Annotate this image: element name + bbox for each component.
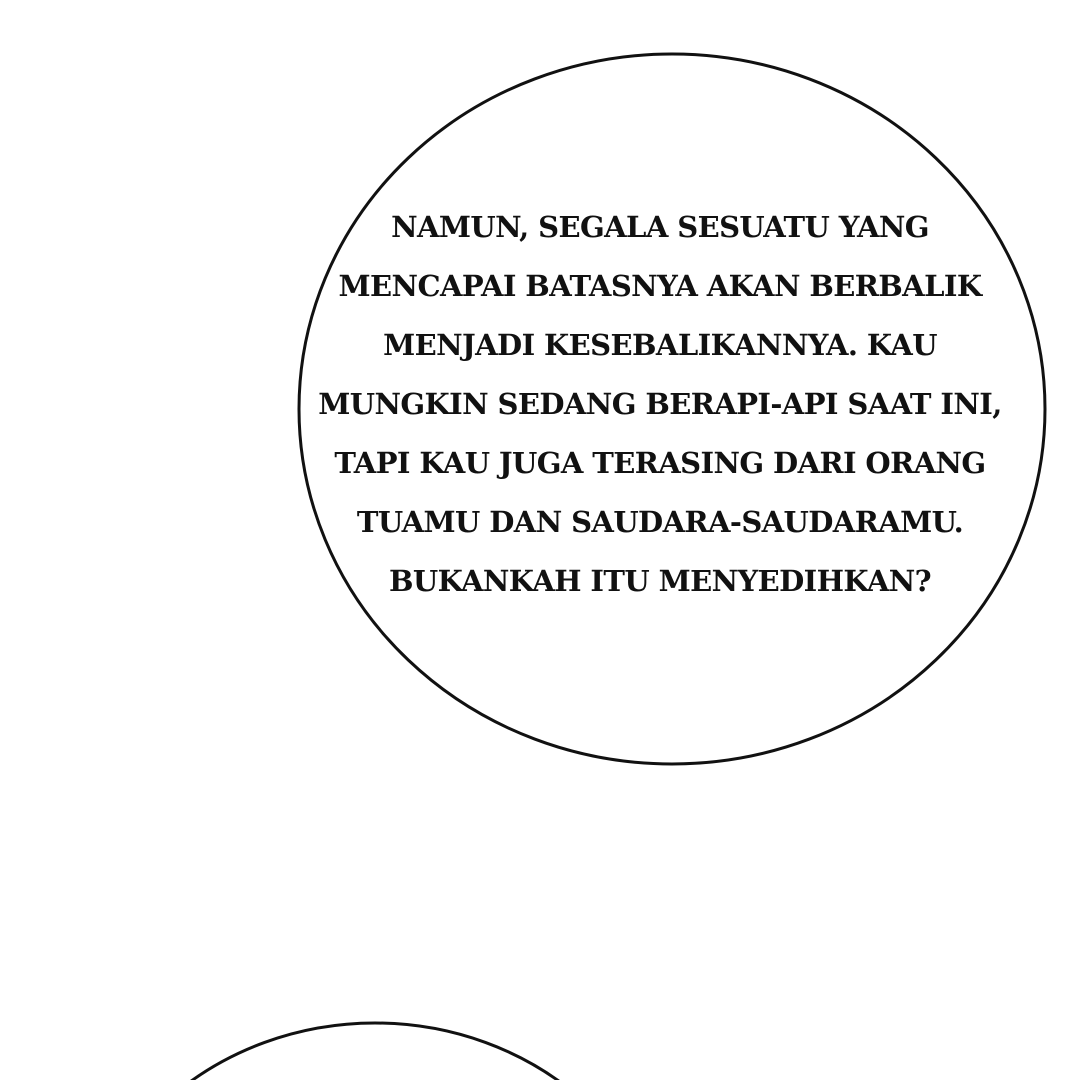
speech-bubble-main-text bbox=[312, 198, 1008, 618]
bubble-text-line: BUKANKAH ITU MENYEDIHKAN? bbox=[388, 564, 932, 598]
bubble-text-line: MENJADI KESEBALIKANNYA. KAU bbox=[383, 328, 937, 362]
speech-bubble-partial-outline bbox=[75, 1023, 675, 1080]
bubble-text-line: MENCAPAI BATASNYA AKAN BERBALIK bbox=[338, 269, 982, 303]
bubble-text-line: TAPI KAU JUGA TERASING DARI ORANG bbox=[334, 446, 986, 480]
bubble-text-line: NAMUN, SEGALA SESUATU YANG bbox=[391, 210, 929, 244]
bubble-text-line: TUAMU DAN SAUDARA-SAUDARAMU. bbox=[356, 505, 964, 539]
bubble-text-line: MUNGKIN SEDANG BERAPI-API SAAT INI, bbox=[318, 387, 1002, 421]
